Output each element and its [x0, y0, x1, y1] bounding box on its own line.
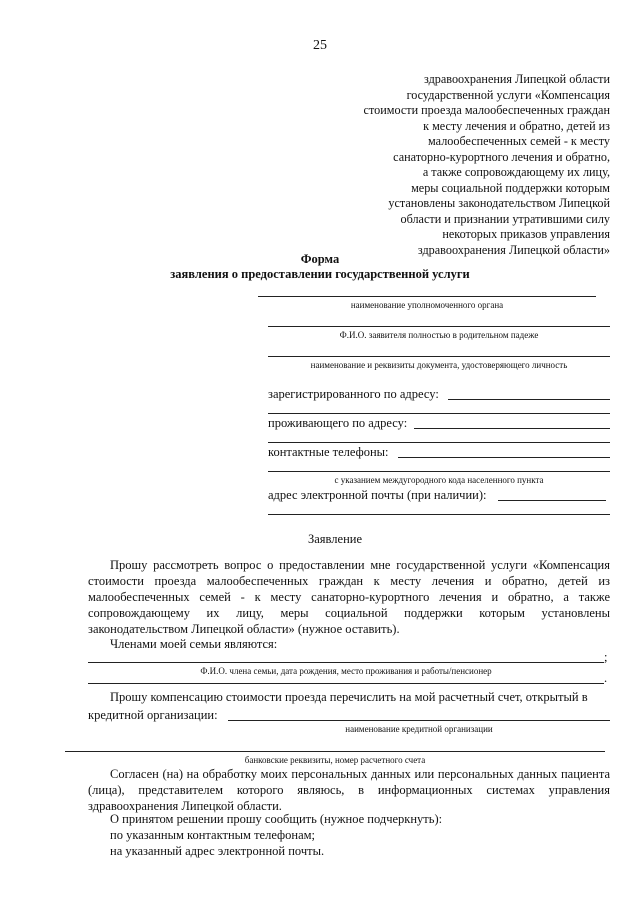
phone-code-caption: с указанием междугородного кода населенного пункта: [334, 475, 544, 485]
registered-line-2[interactable]: [268, 413, 610, 414]
phones-line-2[interactable]: [268, 471, 610, 472]
header-line: меры социальной поддержки которым: [411, 180, 610, 195]
header-line: к месту лечения и обратно, детей из: [423, 118, 610, 133]
family-line[interactable]: [88, 662, 604, 663]
header-line: некоторых приказов управления: [442, 227, 610, 241]
bank-line[interactable]: [65, 751, 605, 752]
request-paragraph: [88, 557, 610, 637]
header-block: [320, 72, 610, 258]
transfer-text: Прошу компенсацию стоимости проезда перечислить на мой расчетный счет, открытый в: [110, 690, 588, 704]
email-line-2[interactable]: [268, 514, 610, 515]
family-semicolon: ;: [604, 650, 608, 664]
fio-line[interactable]: [268, 326, 610, 327]
page-number: 25: [313, 38, 327, 53]
phones-label: контактные телефоны:: [268, 445, 389, 459]
form-subtitle: заявления о предоставлении государственной услуги: [170, 267, 470, 281]
header-line: государственной услуги «Компенсация: [406, 87, 610, 102]
credit-line[interactable]: [228, 720, 610, 721]
document-caption: наименование и реквизиты документа, удостоверяющего личность: [310, 360, 568, 370]
consent-paragraph: [88, 766, 610, 814]
header-line: санаторно-курортного лечения и обратно,: [393, 149, 610, 164]
phones-line[interactable]: [398, 457, 610, 458]
form-title: Форма: [300, 252, 340, 266]
header-line: здравоохранения Липецкой области: [423, 72, 610, 86]
family-line-2[interactable]: [88, 683, 604, 684]
family-caption: Ф.И.О. члена семьи, дата рождения, место проживания и работы/пенсионер: [200, 666, 492, 676]
residing-label: проживающего по адресу:: [268, 416, 408, 430]
header-line: здравоохранения Липецкой области»: [417, 242, 610, 257]
residing-line-2[interactable]: [268, 442, 610, 443]
header-line: а также сопровождающему их лицу,: [422, 165, 610, 179]
notify-phone-option[interactable]: по указанным контактным телефонам;: [110, 828, 315, 842]
header-line: установлены законодательством Липецкой: [388, 196, 610, 210]
header-line: малообеспеченных семей - к месту: [428, 134, 610, 148]
credit-caption: наименование кредитной организации: [345, 724, 493, 734]
header-line: области и признании утратившими силу: [400, 211, 610, 226]
document-line[interactable]: [268, 356, 610, 357]
notify-text: О принятом решении прошу сообщить (нужное подчеркнуть):: [110, 812, 443, 826]
notify-email-option[interactable]: на указанный адрес электронной почты.: [110, 844, 325, 858]
email-line[interactable]: [498, 500, 606, 501]
family-label: Членами моей семьи являются:: [110, 637, 278, 651]
family-period: .: [604, 671, 608, 685]
header-line: стоимости проезда малообеспеченных граждан: [363, 103, 610, 117]
credit-label: кредитной организации:: [88, 708, 218, 722]
residing-line[interactable]: [414, 428, 610, 429]
consent-text: Согласен (на) на обработку моих персональных данных или персональных данных пациента (лица), представителем которого являюсь, в информационных системах управления здравоохранения Липецкой области.: [88, 767, 610, 813]
statement-title: Заявление: [308, 532, 363, 546]
registered-line[interactable]: [448, 399, 610, 400]
bank-caption: банковские реквизиты, номер расчетного счета: [244, 755, 426, 765]
fio-caption: Ф.И.О. заявителя полностью в родительном падеже: [339, 330, 539, 340]
registered-label: зарегистрированного по адресу:: [268, 387, 439, 401]
organ-line[interactable]: [258, 296, 596, 297]
email-label: адрес электронной почты (при наличии):: [268, 488, 487, 502]
request-text: Прошу рассмотреть вопрос о предоставлении мне государственной услуги «Компенсация стоимости проезда малообеспеченных граждан к месту лечения и обратно, детей из малообеспеченных семей - к месту санаторно-курортного лечения и обратно, а также сопровождающему их лицу, меры социальной поддержки которым установлены законодательством Липецкой области» (нужное оставить).: [88, 558, 610, 636]
organ-caption: наименование уполномоченного органа: [350, 300, 504, 310]
